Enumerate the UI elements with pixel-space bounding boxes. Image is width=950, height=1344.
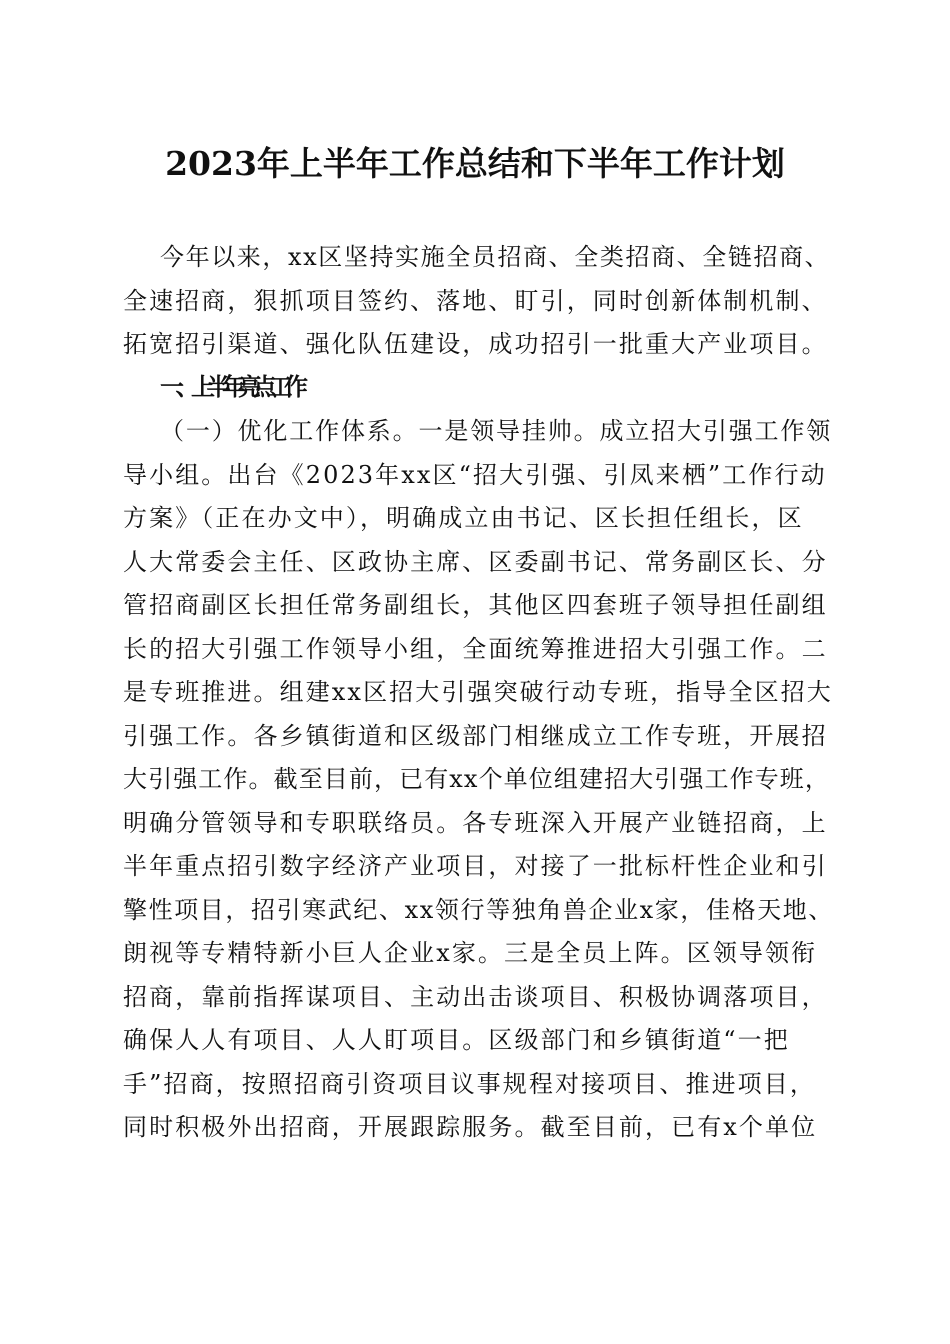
intro-line-2: 全速招商，狠抓项目签约、落地、盯引，同时创新体制机制、: [123, 287, 828, 315]
body-line-14: 招商，靠前指挥谋项目、主动出击谈项目、积极协调落项目，: [123, 983, 828, 1011]
body-line-12: 擎性项目，招引寒武纪、xx领行等独角兽企业x家，佳格天地、: [123, 896, 835, 924]
body-line-8: 引强工作。各乡镇街道和区级部门相继成立工作专班，开展招: [123, 722, 828, 750]
body-line-17: 同时积极外出招商，开展跟踪服务。截至目前，已有x个单位: [123, 1113, 818, 1141]
body-line-16: 手”招商，按照招商引资项目议事规程对接项目、推进项目，: [123, 1070, 816, 1098]
body-line-6: 长的招大引强工作领导小组，全面统筹推进招大引强工作。二: [123, 635, 828, 663]
body-line-1: （一）优化工作体系。一是领导挂帅。成立招大引强工作领: [160, 417, 833, 445]
intro-line-3: 拓宽招引渠道、强化队伍建设，成功招引一批重大产业项目。: [123, 330, 828, 358]
document-title: 2023年上半年工作总结和下半年工作计划: [165, 144, 785, 183]
body-line-9: 大引强工作。截至目前，已有xx个单位组建招大引强工作专班，: [123, 765, 830, 793]
body-line-15: 确保人人有项目、人人盯项目。区级部门和乡镇街道“一把: [123, 1026, 790, 1054]
body-line-13: 朗视等专精特新小巨人企业x家。三是全员上阵。区领导领衔: [123, 939, 818, 967]
body-line-5: 管招商副区长担任常务副组长，其他区四套班子领导担任副组: [123, 591, 828, 619]
intro-line-1: 今年以来，xx区坚持实施全员招商、全类招商、全链招商、: [160, 243, 831, 271]
body-line-7: 是专班推进。组建xx区招大引强突破行动专班，指导全区招大: [123, 678, 833, 706]
body-line-2: 导小组。出台《2023年xx区“招大引强、引凤来栖”工作行动: [123, 461, 827, 489]
body-line-10: 明确分管领导和专职联络员。各专班深入开展产业链招商，上: [123, 809, 828, 837]
section-heading: 一、上半年亮点工作: [160, 373, 300, 401]
body-line-4: 人大常委会主任、区政协主席、区委副书记、常务副区长、分: [123, 548, 828, 576]
body-line-3: 方案》（正在办文中），明确成立由书记、区长担任组长，区: [123, 504, 804, 532]
body-line-11: 半年重点招引数字经济产业项目，对接了一批标杆性企业和引: [123, 852, 828, 880]
